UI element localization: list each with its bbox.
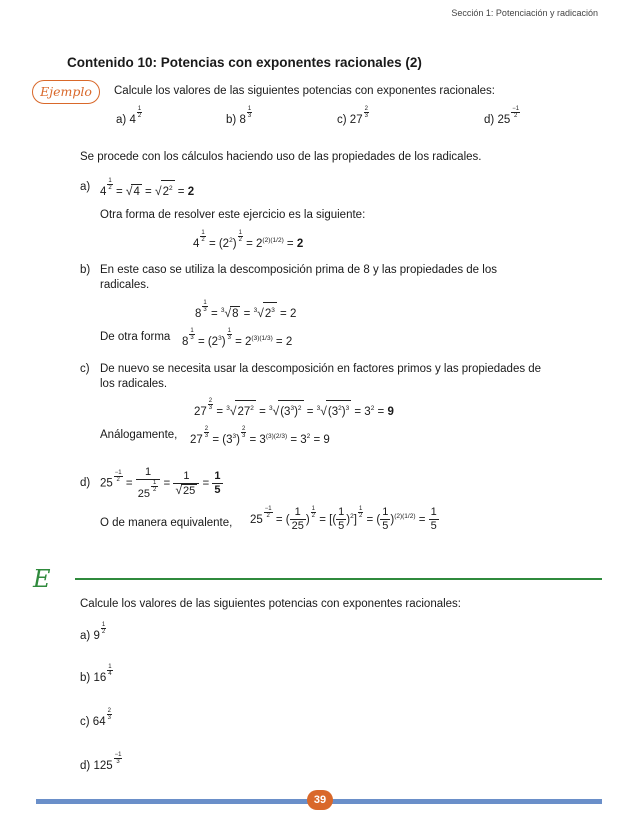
solution-b-text-1: En este caso se utiliza la descomposición prima de 8 y las propiedades de los <box>100 264 497 276</box>
solution-c-label: c) <box>80 363 90 375</box>
solution-d-label: d) <box>80 477 91 489</box>
solution-d-alt-equation: 25 $\frac{-1}{2}$ = ( $\frac{1}{25}$ ) $\frac{1}{2}$ = [( $\frac{1}{5}$ )$^2$] $\frac{1}{2}$ = ( $\frac{1}{5}$ )$^{(2)(1/2)}$ = $\frac{1}{5}$ <box>250 506 437 533</box>
solution-b-alt: De otra forma <box>100 331 171 343</box>
solution-d-alt: O de manera equivalente, <box>100 517 233 529</box>
ejemplo-badge: Ejemplo <box>32 80 100 104</box>
ejercicio-item-a: a) 9 $\frac{1}{2}$ <box>80 622 106 642</box>
ejemplo-item-d: d) 25 $\frac{-1}{2}$ <box>484 106 520 126</box>
solution-c-text-1: De nuevo se necesita usar la descomposición en factores primos y las propiedades de <box>100 363 542 375</box>
section-header: Sección 1: Potenciación y radicación <box>451 8 598 18</box>
solution-intro: Se procede con los cálculos haciendo uso de las propiedades de los radicales. <box>80 151 482 163</box>
solution-c-text-2: los radicales. <box>100 378 168 390</box>
solution-b-equation: 8 $\frac{1}{3}$ = $^3√8 = ^3√2^3 = 2$ <box>195 300 297 320</box>
solution-b-text-2: radicales. <box>100 279 150 291</box>
solution-c-alt-equation: 27 $\frac{2}{3}$ = $(3^3)$ $\frac{2}{3}$ = $3^{(3)(2/3)} = 3^2 = 9$ <box>190 426 330 446</box>
ejemplo-item-a: a) 4 $\frac{1}{2}$ <box>116 106 142 126</box>
solution-a-alt: Otra forma de resolver este ejercicio es la siguiente: <box>100 209 366 221</box>
page-number: 39 <box>307 790 333 810</box>
solution-b-label: b) <box>80 264 91 276</box>
page-title: Contenido 10: Potencias con exponentes racionales (2) <box>67 55 422 70</box>
solution-c-equation: 27 $\frac{2}{3}$ = $^3√27^2 = ^3√(3^3)^2 = ^3√(3^2)^3 = 3^2 = 9$ <box>194 398 394 418</box>
solution-c-alt: Análogamente, <box>100 429 178 441</box>
ejercicio-prompt: Calcule los valores de las siguientes potencias con exponentes racionales: <box>80 598 462 610</box>
ejercicio-item-b: b) 16 $\frac{1}{4}$ <box>80 664 112 684</box>
solution-d-equation: 25 $\frac{-1}{2}$ = 1 25 $\frac{1}{2}$ = $\frac{1}{√25}$ = $\frac{1}{5}$ <box>100 466 221 500</box>
ejercicio-mark: E <box>33 565 51 593</box>
ejercicio-item-d: d) 125 $\frac{-1}{3}$ <box>80 752 122 772</box>
solution-b-alt-equation: 8 $\frac{1}{3}$ = $(2^3)$ $\frac{1}{3}$ = $2^{(3)(1/3)} = 2$ <box>182 328 293 348</box>
ejemplo-item-b: b) 8 $\frac{1}{3}$ <box>226 106 252 126</box>
solution-a-alt-equation: 4 $\frac{1}{2}$ = $(2^2)$ $\frac{1}{2}$ = $2^{(2)(1/2)} = 2$ <box>193 230 304 250</box>
ejercicio-divider <box>75 578 602 580</box>
solution-a-label: a) <box>80 181 91 193</box>
solution-a-equation: 4 $\frac{1}{2}$ = $√4 = √2^2 = 2$ <box>100 178 195 198</box>
ejemplo-item-c: c) 27 $\frac{2}{3}$ <box>337 106 368 126</box>
ejercicio-item-c: c) 64 $\frac{2}{3}$ <box>80 708 111 728</box>
ejemplo-prompt: Calcule los valores de las siguientes potencias con exponentes racionales: <box>114 85 496 97</box>
